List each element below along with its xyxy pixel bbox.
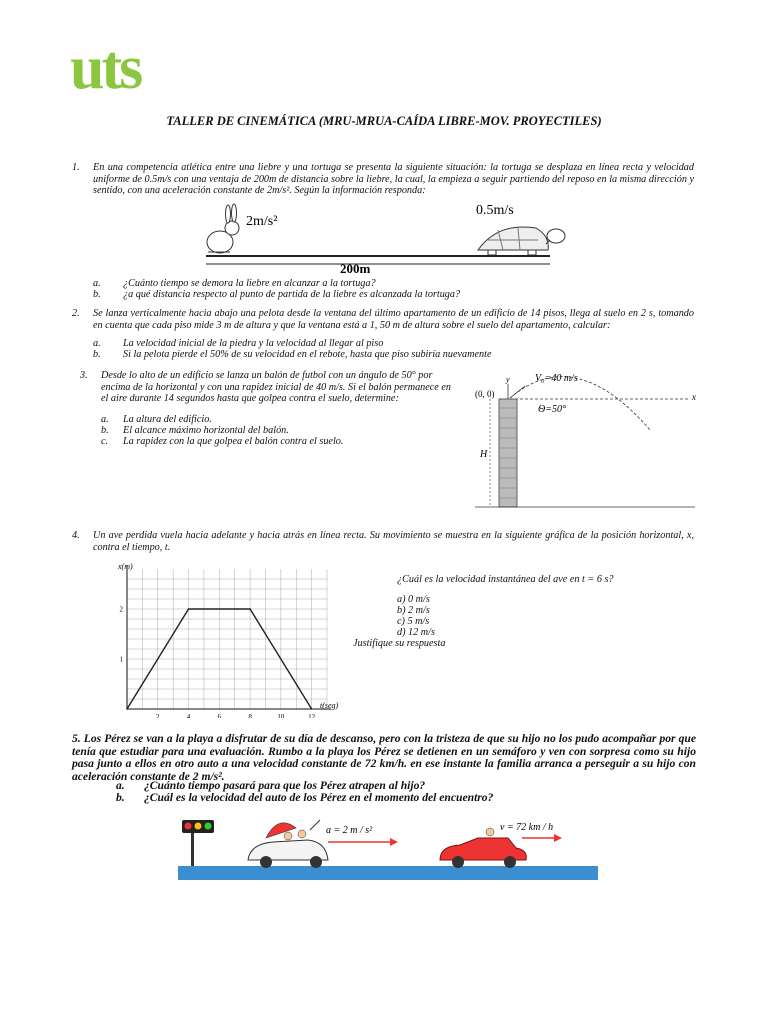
- q2-number: 2.: [72, 308, 80, 319]
- q5-fig-acc: a = 2 m / s²: [326, 825, 373, 836]
- q4-text: Un ave perdida vuela hacia adelante y hacia atrás en línea recta. Su movimiento se muestra en la siguiente gráfica de la posición horizontal, x, contra el tiempo, t.: [93, 530, 694, 553]
- data-point: [311, 708, 313, 710]
- q4-option-d: d) 12 m/s: [397, 627, 435, 638]
- q4-number: 4.: [72, 530, 80, 541]
- q3-item-c: c. La rapidez con la que golpea el balón contra el suelo.: [101, 436, 344, 447]
- q4-option-c: c) 5 m/s: [397, 616, 430, 627]
- q3-figure-projectile: [470, 368, 700, 513]
- q3-fig-origin: (0, 0): [475, 389, 495, 399]
- data-point: [188, 608, 190, 610]
- q5-fig-vel: v = 72 km / h: [500, 822, 554, 833]
- q2-item-b: b. Si la pelota pierde el 50% de su velocidad en el rebote, hasta que piso subiría nuevamente: [93, 349, 492, 360]
- q1-item-b: b. ¿a qué distancia respecto al punto de partida de la liebre es alcanzada la tortuga?: [93, 289, 461, 300]
- q3-fig-y: y: [506, 375, 510, 384]
- q4-question: ¿Cuál es la velocidad instantánea del ave en t = 6 s?: [397, 574, 614, 585]
- traffic-light-icon: [182, 820, 214, 866]
- q1-fig-dist: 200m: [340, 261, 371, 276]
- q3-text: Desde lo alto de un edificio se lanza un balón de futbol con un ángulo de 50° por encima de la horizontal y con una rapidez inicial de 40 m/s. Si el balón permanece en el aire durante 14 segundos hasta que golpea contra el suelo, determine:: [101, 370, 451, 404]
- q4-option-b: b) 2 m/s: [397, 605, 430, 616]
- q3-fig-v0: V₀=40 m/s: [535, 373, 578, 384]
- q3-fig-angle: Θ=50°: [538, 404, 566, 415]
- q1-figure-hare-tortoise: [198, 200, 578, 278]
- data-point: [126, 708, 128, 710]
- uts-logo: [70, 38, 175, 96]
- q3-fig-x: x: [692, 392, 696, 402]
- x-tick-label: 4: [186, 713, 191, 718]
- x-tick-label: 6: [217, 713, 222, 718]
- chart-xlabel: t(seg): [320, 701, 339, 710]
- q2-item-a: a. La velocidad inicial de la piedra y la velocidad al llegar al piso: [93, 338, 384, 349]
- q3-item-a: a. La altura del edificio.: [101, 414, 212, 425]
- q1-text: En una competencia atlética entre una liebre y una tortuga se presenta la siguiente situación: la tortuga se desplaza en línea recta y velocidad uniforme de 0.5m/s con una ventaja de 200m de distancia sobre la liebre, la cual, la empieza a seguir partiendo del reposo en la misma dirección y sentido, con una aceleración constante de 2m/s². Según la información responda:: [93, 162, 694, 196]
- q3-fig-H: H: [480, 449, 488, 460]
- svg-text:uts: uts: [70, 38, 141, 96]
- q1-item-a: a. ¿Cuánto tiempo se demora la liebre en alcanzar a la tortuga?: [93, 278, 376, 289]
- x-tick-label: 2: [156, 713, 160, 718]
- q1-number: 1.: [72, 162, 80, 173]
- x-tick-label: 12: [308, 713, 316, 718]
- y-tick-label: 2: [119, 605, 123, 614]
- x-tick-label: 10: [277, 713, 285, 718]
- q1-fig-acc: 2m/s²: [246, 214, 278, 229]
- q4-justify: Justifique su respuesta: [353, 638, 446, 649]
- data-point: [249, 608, 251, 610]
- page-title: TALLER DE CINEMÁTICA (MRU-MRUA-CAÍDA LIBRE-MOV. PROYECTILES): [166, 114, 602, 128]
- tortoise-icon: [478, 227, 565, 255]
- son-car-icon: [440, 828, 526, 868]
- hare-icon: [207, 204, 239, 253]
- q2-text: Se lanza verticalmente hacia abajo una pelota desde la ventana del último apartamento de un edificio de 14 pisos, llega al suelo en 2 s, tomando en cuenta que cada piso mide 3 m de altura y que la ventana está a 1, 50 m de altura sobre el suelo del apartamento, calcular:: [93, 308, 694, 331]
- q5-item-b: b. ¿Cuál es la velocidad del auto de los Pérez en el momento del encuentro?: [116, 791, 494, 804]
- q3-item-b: b. El alcance máximo horizontal del balón.: [101, 425, 289, 436]
- q3-number: 3.: [80, 370, 88, 381]
- q4-position-time-chart: [112, 558, 344, 718]
- q1-fig-vel: 0.5m/s: [476, 203, 514, 218]
- q5-item-a: a. ¿Cuánto tiempo pasará para que los Pérez atrapen al hijo?: [116, 779, 426, 792]
- q5-text: 5. Los Pérez se van a la playa a disfrutar de su día de descanso, pero con la tristeza de que su hijo no los pudo acompañar por que tenía que estudiar para una evaluación. Rumbo a la playa los Pérez se detienen en un semáforo y ven con sorpresa como su hijo pasa junto a ellos en otro auto a una velocidad constante de 72 km/h. en ese instante la familia arranca a perseguir a su hijo con aceleración constante de 2 m/s².: [72, 732, 696, 783]
- q5-figure-cars: [178, 808, 598, 880]
- y-tick-label: 1: [119, 655, 123, 664]
- road: [178, 866, 598, 880]
- chart-ylabel: x(m): [118, 562, 133, 571]
- x-tick-label: 8: [248, 713, 252, 718]
- family-car-icon: [248, 820, 328, 868]
- q4-option-a: a) 0 m/s: [397, 594, 430, 605]
